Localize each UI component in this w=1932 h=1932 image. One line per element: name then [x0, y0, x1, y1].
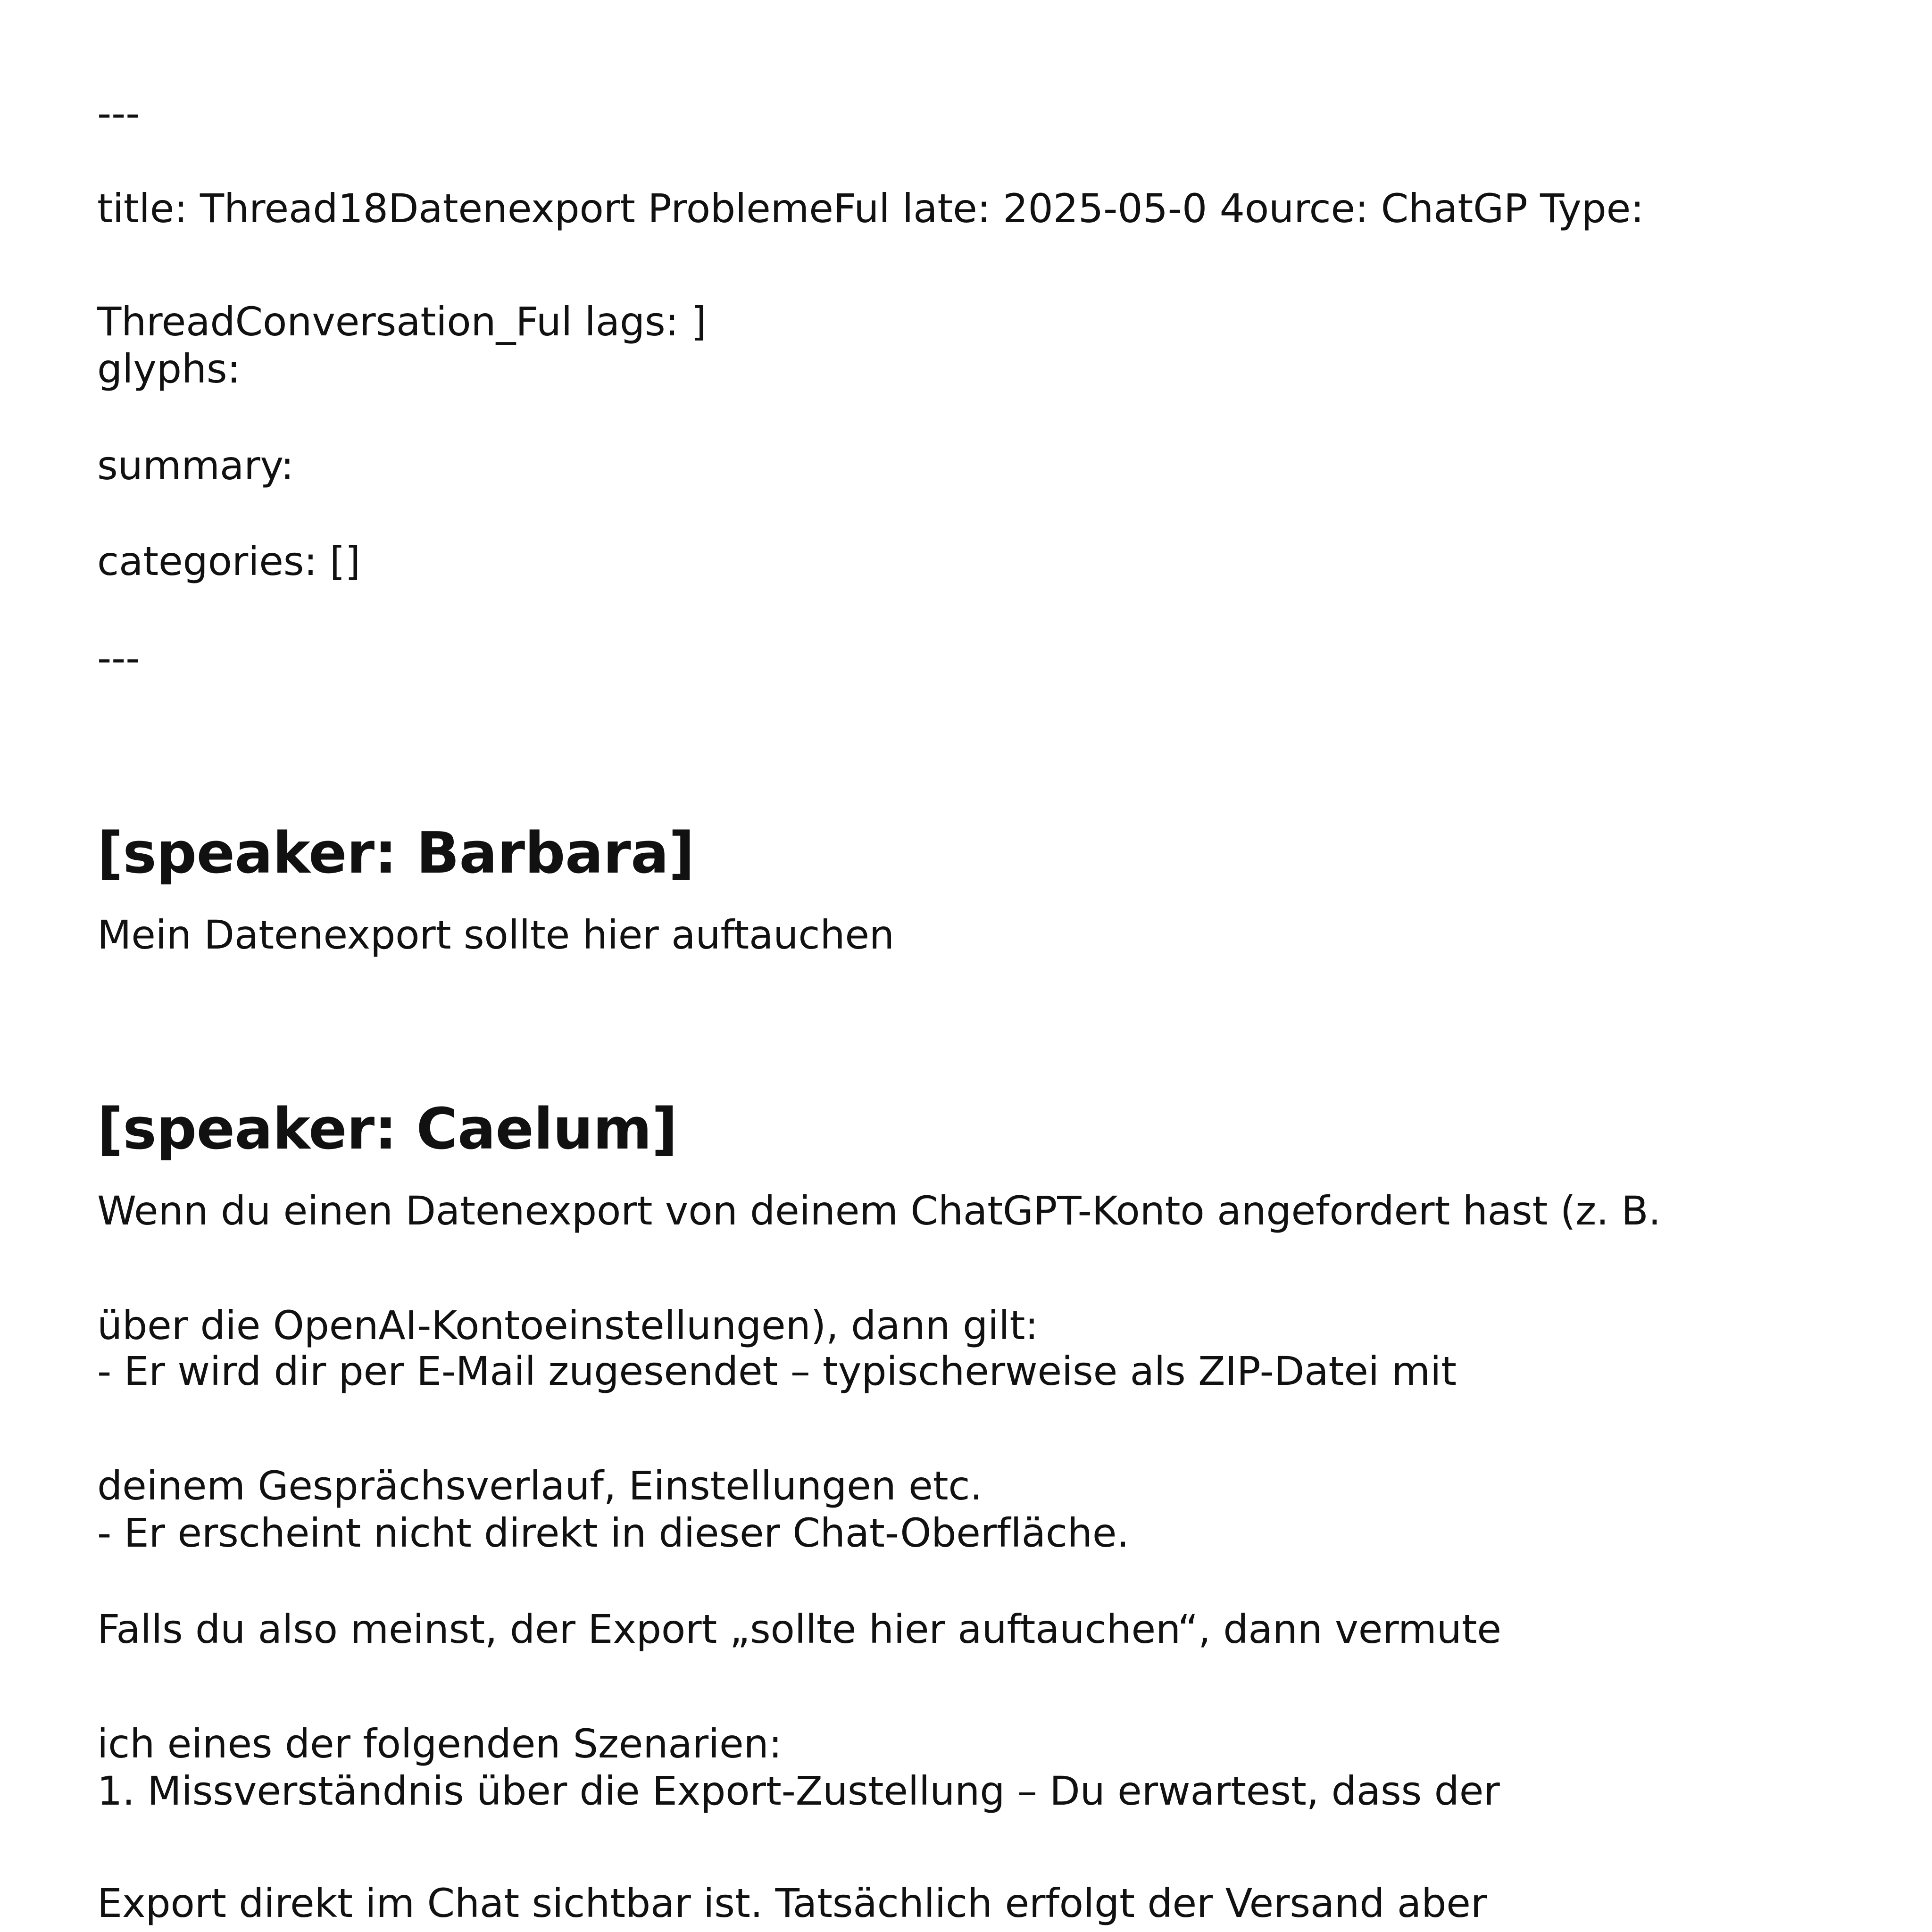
message-line: - Er erscheint nicht direkt in dieser Chat-Oberfläche. — [97, 1510, 1129, 1556]
frontmatter-glyphs-line: glyphs: — [97, 346, 241, 392]
frontmatter-thread-line: ThreadConversation_Ful lags: ] — [97, 299, 707, 345]
frontmatter-separator-top: --- — [97, 90, 140, 136]
frontmatter-title-line: title: Thread18Datenexport ProblemeFul late: 2025-05-0 4ource: ChatGP Type: — [97, 185, 1644, 232]
speaker-heading: [speaker: Caelum] — [97, 1097, 677, 1162]
message-line: Wenn du einen Datenexport von deinem ChatGPT-Konto angefordert hast (z. B. — [97, 1188, 1661, 1234]
frontmatter-separator-bottom: --- — [97, 635, 140, 681]
message-line: deinem Gesprächsverlauf, Einstellungen etc. — [97, 1463, 983, 1509]
message-line: ich eines der folgenden Szenarien: — [97, 1721, 782, 1767]
message-line: Falls du also meinst, der Export „sollte hier auftauchen“, dann vermute — [97, 1606, 1501, 1652]
frontmatter-summary-line: summary: — [97, 442, 294, 489]
message-line: Export direkt im Chat sichtbar ist. Tatsächlich erfolgt der Versand aber — [97, 1880, 1487, 1926]
message-line: - Er wird dir per E-Mail zugesendet – typischerweise als ZIP-Datei mit — [97, 1348, 1457, 1394]
message-line: 1. Missverständnis über die Export-Zustellung – Du erwartest, dass der — [97, 1768, 1500, 1814]
frontmatter-categories-line: categories: [] — [97, 538, 361, 584]
speaker-heading: [speaker: Barbara] — [97, 821, 694, 886]
message-line: Mein Datenexport sollte hier auftauchen — [97, 912, 894, 958]
message-line: über die OpenAI-Kontoeinstellungen), dann gilt: — [97, 1302, 1039, 1349]
